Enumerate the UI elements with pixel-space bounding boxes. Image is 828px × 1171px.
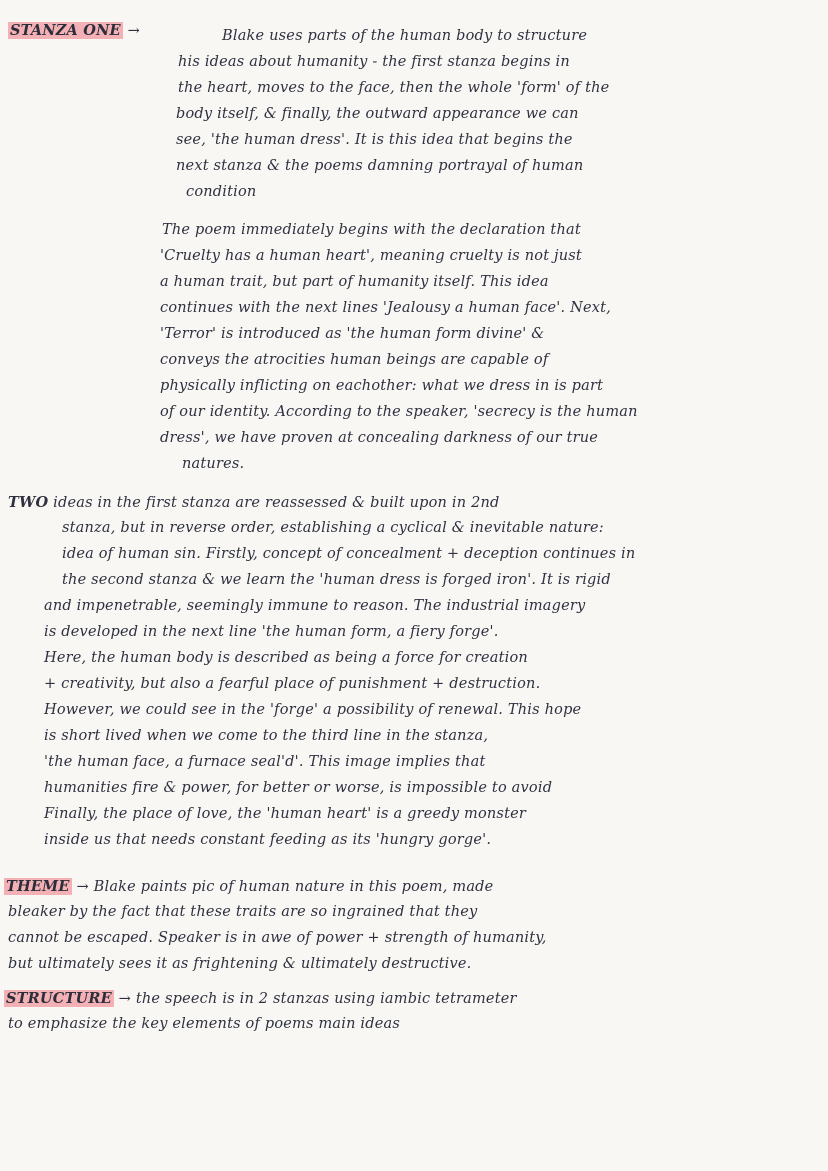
stanza-one-line: body itself, & finally, the outward appearance we can bbox=[176, 106, 579, 122]
structure-row bbox=[4, 990, 517, 1007]
stanza-one-line: Blake uses parts of the human body to structure bbox=[222, 28, 588, 44]
stanza-two-line: idea of human sin. Firstly, concept of concealment + deception continues in bbox=[62, 546, 636, 562]
stanza-two-line: inside us that needs constant feeding as its 'hungry gorge'. bbox=[44, 832, 492, 848]
stanza-one-line: his ideas about humanity - the first stanza begins in bbox=[178, 54, 570, 70]
theme-row bbox=[4, 878, 493, 895]
stanza-two-line: and impenetrable, seemingly immune to reason. The industrial imagery bbox=[44, 598, 586, 614]
stanza-two-line: + creativity, but also a fearful place of punishment + destruction. bbox=[44, 676, 541, 692]
stanza-two-heading: TWO bbox=[8, 494, 49, 511]
stanza-one-p2-line: of our identity. According to the speaker, 'secrecy is the human bbox=[160, 404, 638, 420]
stanza-two-line: Here, the human body is described as being a force for creation bbox=[44, 650, 528, 666]
structure-line: the speech is in 2 stanzas using iambic tetrameter bbox=[135, 991, 517, 1007]
stanza-two-row bbox=[8, 494, 500, 511]
stanza-one-p2-line: dress', we have proven at concealing darkness of our true bbox=[160, 430, 599, 446]
stanza-one-p2-line: physically inflicting on eachother: what we dress in is part bbox=[160, 378, 604, 394]
theme-heading: THEME bbox=[6, 878, 70, 895]
stanza-two-line: ideas in the first stanza are reassessed & built upon in 2nd bbox=[53, 495, 500, 511]
stanza-one-line: condition bbox=[186, 184, 257, 200]
theme-line: but ultimately sees it as frightening & ultimately destructive. bbox=[8, 956, 472, 972]
stanza-two-line: Finally, the place of love, the 'human heart' is a greedy monster bbox=[44, 806, 527, 822]
stanza-one-p2-line: 'Terror' is introduced as 'the human form divine' & bbox=[160, 326, 545, 342]
stanza-two-line: the second stanza & we learn the 'human dress is forged iron'. It is rigid bbox=[62, 572, 611, 588]
stanza-one-p2-line: The poem immediately begins with the declaration that bbox=[162, 222, 581, 238]
theme-line: cannot be escaped. Speaker is in awe of power + strength of humanity, bbox=[8, 930, 547, 946]
stanza-two-line: is developed in the next line 'the human form, a fiery forge'. bbox=[44, 624, 499, 640]
theme-line: Blake paints pic of human nature in this poem, made bbox=[93, 879, 494, 895]
structure-line: to emphasize the key elements of poems main ideas bbox=[8, 1016, 401, 1032]
stanza-one-line: next stanza & the poems damning portrayal of human bbox=[176, 158, 584, 174]
arrow-icon: → bbox=[118, 991, 132, 1007]
stanza-two-line: stanza, but in reverse order, establishing a cyclical & inevitable nature: bbox=[62, 520, 604, 536]
theme-line: bleaker by the fact that these traits are so ingrained that they bbox=[8, 904, 478, 920]
stanza-one-line: see, 'the human dress'. It is this idea that begins the bbox=[176, 132, 573, 148]
stanza-two-line: 'the human face, a furnace seal'd'. This image implies that bbox=[44, 754, 486, 770]
stanza-one-p2-line: natures. bbox=[182, 456, 245, 472]
stanza-two-line: However, we could see in the 'forge' a possibility of renewal. This hope bbox=[44, 702, 582, 718]
stanza-one-line: the heart, moves to the face, then the whole 'form' of the bbox=[178, 80, 610, 96]
stanza-one-p2-line: continues with the next lines 'Jealousy a human face'. Next, bbox=[160, 300, 611, 316]
stanza-two-line: humanities fire & power, for better or worse, is impossible to avoid bbox=[44, 780, 553, 796]
stanza-one-p2-line: conveys the atrocities human beings are capable of bbox=[160, 352, 549, 368]
stanza-two-line: is short lived when we come to the third line in the stanza, bbox=[44, 728, 489, 744]
stanza-one-p2-line: 'Cruelty has a human heart', meaning cruelty is not just bbox=[160, 248, 582, 264]
stanza-one-heading: STANZA ONE bbox=[10, 22, 121, 39]
arrow-icon: → bbox=[127, 23, 140, 39]
structure-heading: STRUCTURE bbox=[6, 990, 112, 1007]
arrow-icon: → bbox=[76, 879, 89, 895]
stanza-one-p2-line: a human trait, but part of humanity itself. This idea bbox=[160, 274, 549, 290]
stanza-one-heading-row bbox=[8, 22, 140, 39]
